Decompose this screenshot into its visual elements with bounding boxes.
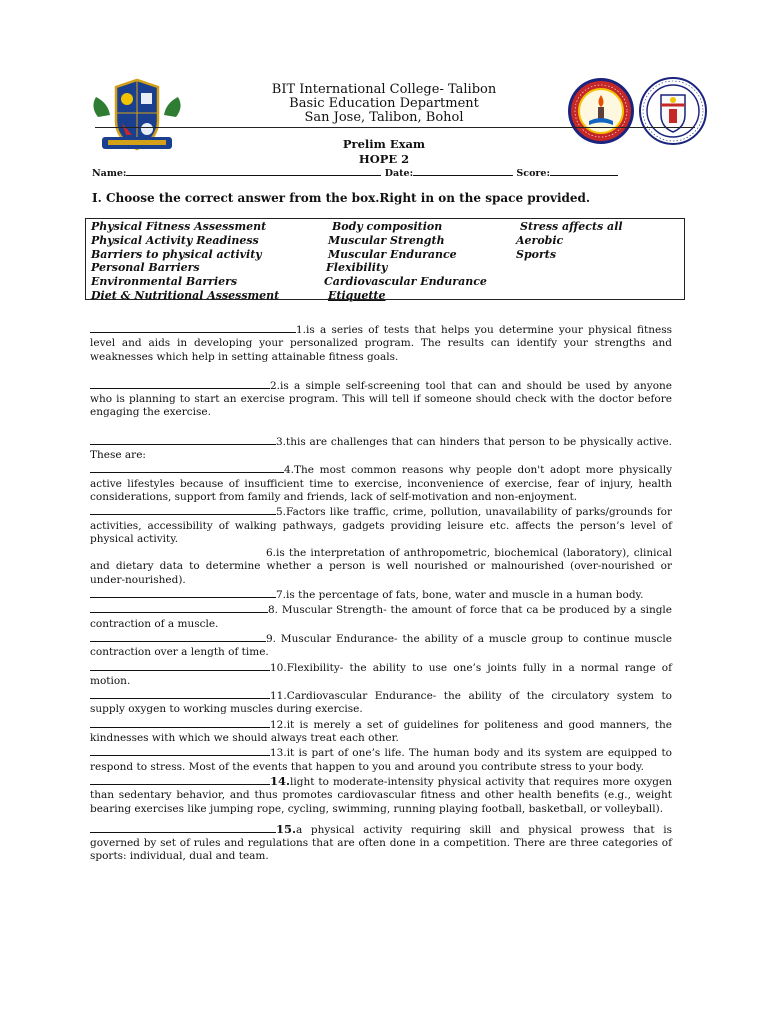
answer-blank[interactable] — [90, 504, 276, 515]
answer-blank[interactable] — [90, 322, 296, 333]
score-blank[interactable] — [550, 166, 618, 176]
question-8: 8. Muscular Strength- the amount of force that ca be produced by a single contraction of a muscle. — [90, 604, 672, 630]
question-9: 9. Muscular Endurance- the ability of a muscle group to continue muscle contraction over a length of time. — [90, 632, 672, 659]
score-label: Score: — [516, 168, 550, 179]
choice-item: Flexibility — [326, 261, 388, 275]
choice-item: Barriers to physical activity — [91, 247, 262, 261]
question-4: 4.The most common reasons why people don't adopt more physically active lifestyles because of insufficient time to exercise, inconvenience of exercise, fear of injury, health considerations, support from family and friends, lack of self-motivation and non-enjoyment. — [90, 464, 672, 503]
question-1: 1.is a series of tests that helps you determine your physical fitness level and aids in developing your personalized program. The results can identify your strengths and weaknesses which help in setting attainable fitness goals. — [90, 324, 672, 363]
department-name: Basic Education Department — [289, 96, 479, 111]
exam-subject: HOPE 2 — [358, 152, 410, 166]
question-11: 11.Cardiovascular Endurance- the ability of the circulatory system to supply oxygen to working muscles during exercise. — [90, 690, 672, 716]
choice-item: Personal Barriers — [91, 261, 200, 275]
answer-blank[interactable] — [90, 774, 270, 785]
answer-blank[interactable] — [90, 745, 270, 756]
student-info-line — [92, 166, 652, 179]
choices-box — [85, 218, 685, 300]
answer-blank[interactable] — [90, 822, 276, 833]
name-label: Name: — [92, 168, 127, 179]
choice-item: Sports — [516, 247, 557, 261]
question-6: 6.is the interpretation of anthropometric, biochemical (laboratory), clinical and dietary data to determine whether a person is well nourished or malnourished (over-nourished or under-nourished). — [90, 547, 672, 586]
answer-blank[interactable] — [90, 717, 270, 728]
question-5: 5.Factors like traffic, crime, pollution, unavailability of parks/grounds for activities, accessibility of walking pathways, gadgets providing leisure etc. affects the person’s level of physical activity. — [90, 506, 672, 545]
answer-blank[interactable] — [90, 602, 268, 613]
answer-blank[interactable] — [90, 462, 284, 473]
answer-blank[interactable] — [90, 688, 270, 699]
choice-item: Cardiovascular Endurance — [324, 275, 487, 289]
question-10: 10.Flexibility- the ability to use one’s joints fully in a normal range of motion. — [90, 661, 672, 687]
answer-blank[interactable] — [90, 434, 276, 445]
choice-item: Etiquette — [328, 288, 386, 302]
header-divider — [95, 127, 695, 128]
school-address: San Jose, Talibon, Bohol — [304, 110, 464, 125]
question-14: 14.light to moderate-intensity physical activity that requires more oxygen than sedentary behavior, and thus promotes cardiovascular fitness and other health benefits (e.g., weight bearing exercises like jumping rope, cycling, swimming, running playing football, basketball, or volleyball). — [90, 773, 672, 815]
choice-item: Physical Fitness Assessment — [91, 220, 267, 233]
school-name: BIT International College- Talibon — [271, 82, 497, 97]
question-7: 7.is the percentage of fats, bone, water and muscle in a human body. — [90, 587, 672, 602]
answer-blank[interactable] — [90, 378, 270, 389]
choice-item: Environmental Barriers — [91, 275, 238, 289]
questions-list — [90, 322, 672, 864]
answer-blank[interactable] — [90, 660, 270, 671]
choices-column-2 — [324, 220, 487, 303]
choice-item: Physical Activity Readiness — [91, 233, 259, 247]
choice-item: Body composition — [332, 220, 443, 233]
answer-blank[interactable] — [90, 587, 276, 598]
question-2: 2.is a simple self-screening tool that can and should be used by anyone who is planning to start an exercise program. This will tell if someone should check with the doctor before engaging the exercise. — [90, 379, 672, 419]
date-blank[interactable] — [413, 166, 513, 176]
choice-item: Aerobic — [516, 233, 564, 247]
exam-title: Prelim Exam — [342, 137, 426, 151]
choices-column-3 — [516, 220, 623, 261]
choice-item: Stress affects all — [520, 220, 623, 233]
question-15: 15.a physical activity requiring skill and physical prowess that is governed by set of rules and regulations that are often done in a competition. There are three categories of sports: individual, dual and team. — [90, 821, 672, 863]
date-label: Date: — [384, 168, 414, 179]
name-blank[interactable] — [126, 166, 381, 176]
question-13: 13.it is part of one’s life. The human body and its system are equipped to respond to stress. Most of the events that happen to you and around you contribute stress to your body. — [90, 747, 672, 773]
question-12: 12.it is merely a set of guidelines for politeness and good manners, the kindnesses with which we should always treat each other. — [90, 718, 672, 745]
choice-item: Muscular Endurance — [328, 247, 457, 261]
choices-column-1 — [91, 220, 279, 303]
question-3: 3.this are challenges that can hinders that person to be physically active. These are: — [90, 435, 672, 462]
answer-blank[interactable] — [90, 631, 266, 642]
instruction: I. Choose the correct answer from the box.Right in on the space provided. — [92, 191, 591, 205]
choice-item: Muscular Strength — [328, 233, 445, 247]
choice-item: Diet & Nutritional Assessment — [91, 288, 280, 302]
